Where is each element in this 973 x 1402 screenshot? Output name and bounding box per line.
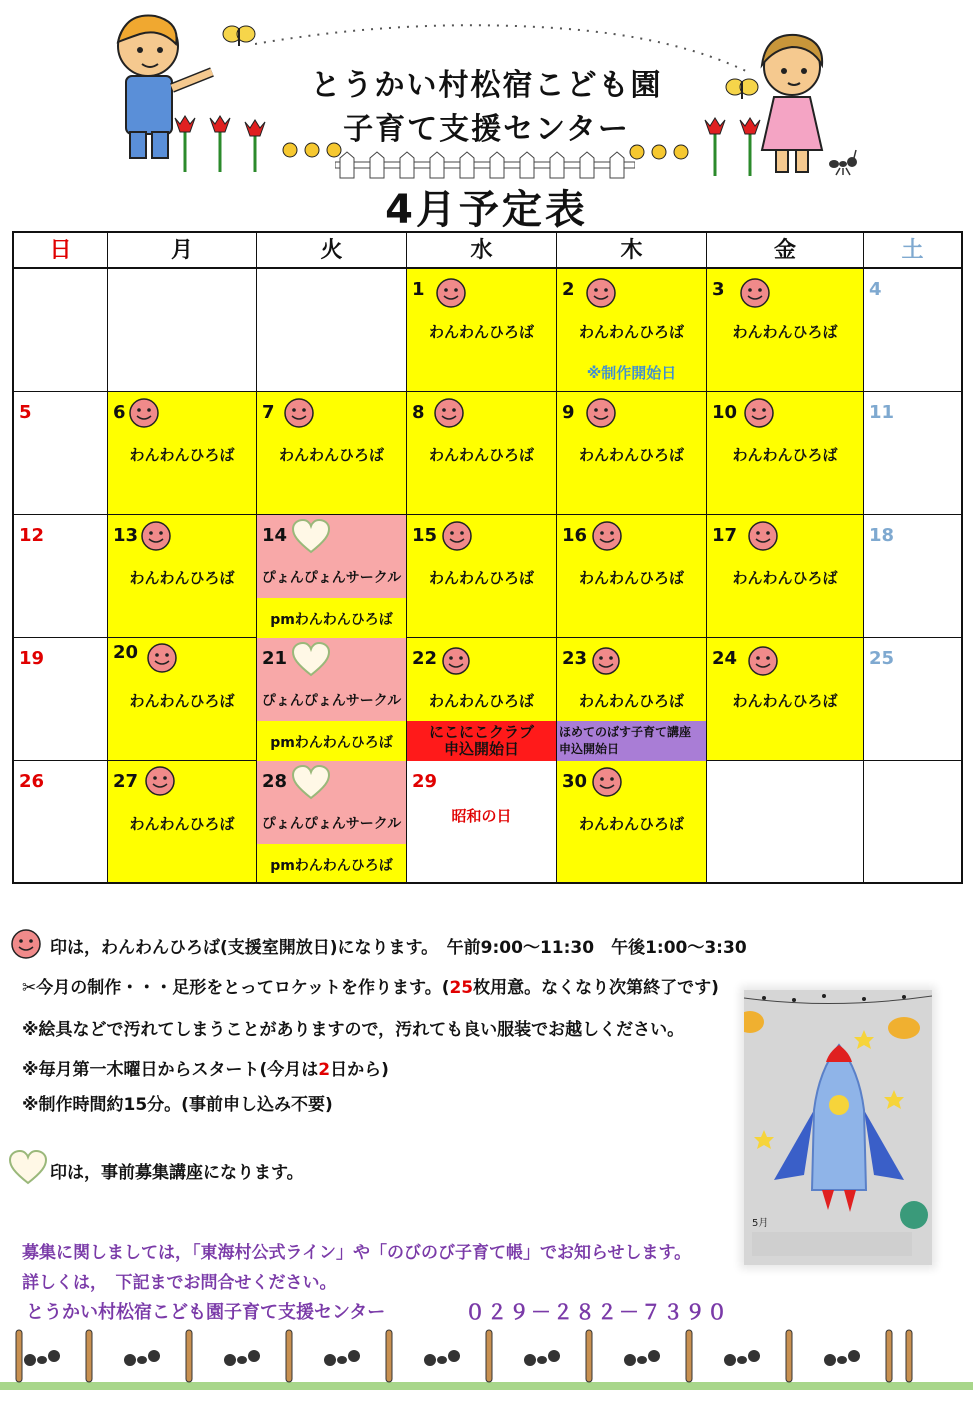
day-number: 28 — [262, 771, 288, 792]
event-pyonpyon: ぴょんぴょんサークル — [261, 816, 402, 832]
event-wanwan: わんわんひろば — [428, 323, 534, 341]
day-number: 26 — [19, 771, 45, 792]
day-number: 5 — [19, 402, 32, 423]
time-note: ※制作時間約15分。(事前申し込み不要) — [22, 1095, 333, 1115]
day-cell-empty — [707, 761, 864, 882]
day-cell-22 — [407, 638, 557, 761]
day-number: 30 — [562, 771, 588, 792]
day-cell-27 — [108, 761, 257, 882]
day-number: 19 — [19, 648, 45, 669]
day-number: 15 — [412, 525, 438, 546]
day-number: 2 — [562, 279, 575, 300]
day-number: 10 — [712, 402, 738, 423]
heart-legend-note: 印は，事前募集講座になります。 — [50, 1163, 304, 1183]
day-number: 7 — [262, 402, 275, 423]
day-number: 8 — [412, 402, 425, 423]
event-wanwan: わんわんひろば — [428, 446, 534, 464]
rocket-craft-photo — [744, 990, 932, 1265]
start-day: 2 — [318, 1060, 331, 1080]
event-wanwan: わんわんひろば — [732, 692, 838, 710]
day-cell-empty — [257, 269, 407, 392]
day-cell-30 — [557, 761, 707, 882]
smile-icon — [10, 928, 42, 964]
heart-icon — [291, 765, 331, 805]
weekday-monday: 月 — [108, 233, 257, 269]
homete-sub: 申込開始日 — [559, 742, 620, 756]
day-cell-15 — [407, 515, 557, 638]
nikoniko-club-badge — [407, 721, 556, 761]
event-wanwan: わんわんひろば — [578, 446, 684, 464]
day-number: 14 — [262, 525, 288, 546]
event-wanwan: わんわんひろば — [129, 569, 235, 587]
day-cell-14 — [257, 515, 407, 638]
day-cell-20 — [108, 638, 257, 761]
start-note-text: ※毎月第一木曜日からスタート(今月は — [22, 1060, 319, 1080]
day-cell-empty — [108, 269, 257, 392]
smile-icon — [146, 642, 178, 678]
day-number: 29 — [412, 771, 438, 792]
paint-note: ※絵具などで汚れてしまうことがありますので，汚れても良い服装でお越しください。 — [22, 1020, 685, 1040]
ant-icon — [828, 148, 858, 176]
day-number: 16 — [562, 525, 588, 546]
day-number: 1 — [412, 279, 425, 300]
day-cell-13 — [108, 515, 257, 638]
day-number: 3 — [712, 279, 725, 300]
craft-note-text: ✂今月の制作・・・足形をとってロケットを作ります。( — [22, 978, 450, 998]
center-name-line2: 子育て支援センター — [343, 112, 630, 147]
smile-icon — [283, 397, 315, 433]
event-wanwan: わんわんひろば — [732, 569, 838, 587]
photo-month-label: 5月 — [752, 1218, 769, 1229]
event-seisaku-start: ※制作開始日 — [586, 364, 677, 382]
weekday-wednesday: 水 — [407, 233, 557, 269]
nikoniko-label: にこにこクラブ — [428, 723, 534, 741]
day-cell-4 — [864, 269, 961, 392]
event-wanwan: わんわんひろば — [732, 323, 838, 341]
day-cell-29 — [407, 761, 557, 882]
day-number: 4 — [869, 279, 882, 300]
day-cell-6 — [108, 392, 257, 515]
event-wanwan: わんわんひろば — [129, 692, 235, 710]
day-cell-12 — [14, 515, 108, 638]
smile-icon — [591, 766, 623, 802]
heart-icon — [291, 642, 331, 682]
event-wanwan: わんわんひろば — [578, 692, 684, 710]
smile-icon — [441, 520, 473, 556]
homete-label: ほめてのばす子育て講座 — [559, 725, 692, 739]
weekday-thursday: 木 — [557, 233, 707, 269]
day-cell-9 — [557, 392, 707, 515]
day-number: 9 — [562, 402, 575, 423]
header — [0, 0, 973, 233]
day-cell-23 — [557, 638, 707, 761]
day-cell-25 — [864, 638, 961, 761]
butterfly-icon — [222, 22, 256, 52]
nikoniko-sub: 申込開始日 — [443, 740, 519, 758]
calendar-table — [12, 231, 963, 884]
event-pyonpyon: ぴょんぴょんサークル — [261, 570, 402, 586]
event-wanwan: わんわんひろば — [278, 446, 384, 464]
contact-center-name: とうかい村松宿こども園子育て支援センター — [26, 1302, 386, 1323]
smile-icon — [441, 646, 471, 680]
event-pm-wanwan: pmわんわんひろば — [270, 735, 393, 751]
craft-note-end: 枚用意。なくなり次第終了です) — [473, 978, 719, 998]
smile-icon — [591, 646, 621, 680]
day-number: 23 — [562, 648, 588, 669]
event-wanwan: わんわんひろば — [129, 446, 235, 464]
day-cell-19 — [14, 638, 108, 761]
weekday-tuesday: 火 — [257, 233, 407, 269]
smile-icon — [743, 397, 775, 433]
event-pyonpyon: ぴょんぴょんサークル — [261, 693, 402, 709]
contact-line1: 募集に関しましては，「東海村公式ライン」や「のびのび子育て帳」でお知らせします。 — [22, 1243, 692, 1263]
event-wanwan: わんわんひろば — [578, 323, 684, 341]
contact-phone: ０２９－２８２－７３９０ — [465, 1300, 729, 1324]
day-number: 13 — [113, 525, 139, 546]
smile-icon — [433, 397, 465, 433]
smile-icon — [739, 277, 771, 313]
event-wanwan: わんわんひろば — [578, 815, 684, 833]
smile-legend-note: 印は，わんわんひろば(支援室開放日)になります。 午前9:00～11:30 午後1:00～3:30 — [50, 938, 747, 958]
start-note-end: 日から) — [330, 1060, 389, 1080]
day-number: 17 — [712, 525, 738, 546]
day-cell-2 — [557, 269, 707, 392]
day-cell-3 — [707, 269, 864, 392]
event-wanwan: わんわんひろば — [732, 446, 838, 464]
smile-icon — [585, 397, 617, 433]
weekday-saturday: 土 — [864, 233, 961, 269]
day-cell-24 — [707, 638, 864, 761]
contact-line2: 詳しくは， 下記までお問合せください。 — [22, 1273, 337, 1293]
smile-icon — [747, 520, 779, 556]
smile-icon — [128, 397, 160, 433]
day-cell-17 — [707, 515, 864, 638]
day-number: 21 — [262, 648, 288, 669]
day-number: 22 — [412, 648, 438, 669]
start-note — [22, 1055, 389, 1080]
day-cell-18 — [864, 515, 961, 638]
craft-note — [22, 973, 719, 998]
day-number: 20 — [113, 642, 139, 663]
day-cell-empty — [864, 761, 961, 882]
day-number: 11 — [869, 402, 895, 423]
rocket-illustration — [744, 990, 932, 1265]
day-number: 24 — [712, 648, 738, 669]
event-wanwan: わんわんひろば — [428, 569, 534, 587]
heart-icon — [8, 1150, 48, 1190]
day-cell-26 — [14, 761, 108, 882]
center-name-line1: とうかい村松宿こども園 — [310, 68, 663, 103]
day-cell-5 — [14, 392, 108, 515]
event-wanwan: わんわんひろば — [129, 815, 235, 833]
day-cell-28 — [257, 761, 407, 882]
event-pm-wanwan: pmわんわんひろば — [270, 612, 393, 628]
smile-icon — [747, 645, 779, 681]
event-wanwan: わんわんひろば — [428, 692, 534, 710]
heart-icon — [291, 519, 331, 559]
day-cell-empty — [14, 269, 108, 392]
craft-count: 25 — [449, 978, 474, 998]
smile-icon — [144, 765, 176, 801]
day-number: 18 — [869, 525, 895, 546]
homete-course-badge — [557, 721, 706, 761]
event-pm-wanwan: pmわんわんひろば — [270, 858, 393, 874]
event-wanwan: わんわんひろば — [578, 569, 684, 587]
ants-border-decoration — [0, 1320, 973, 1400]
day-cell-21 — [257, 638, 407, 761]
day-number: 25 — [869, 648, 895, 669]
fence-decoration — [335, 150, 635, 180]
page-title: 4月予定表 — [385, 187, 588, 233]
weekday-friday: 金 — [707, 233, 864, 269]
day-cell-11 — [864, 392, 961, 515]
day-cell-10 — [707, 392, 864, 515]
day-number: 12 — [19, 525, 45, 546]
weekday-sunday: 日 — [14, 233, 108, 269]
smile-icon — [591, 520, 623, 556]
smile-icon — [140, 520, 172, 556]
day-cell-7 — [257, 392, 407, 515]
day-cell-1 — [407, 269, 557, 392]
smile-icon — [435, 277, 467, 313]
day-number: 27 — [113, 771, 139, 792]
event-holiday-showa: 昭和の日 — [451, 807, 512, 825]
day-number: 6 — [113, 402, 126, 423]
smile-icon — [585, 277, 617, 313]
day-cell-8 — [407, 392, 557, 515]
day-cell-16 — [557, 515, 707, 638]
